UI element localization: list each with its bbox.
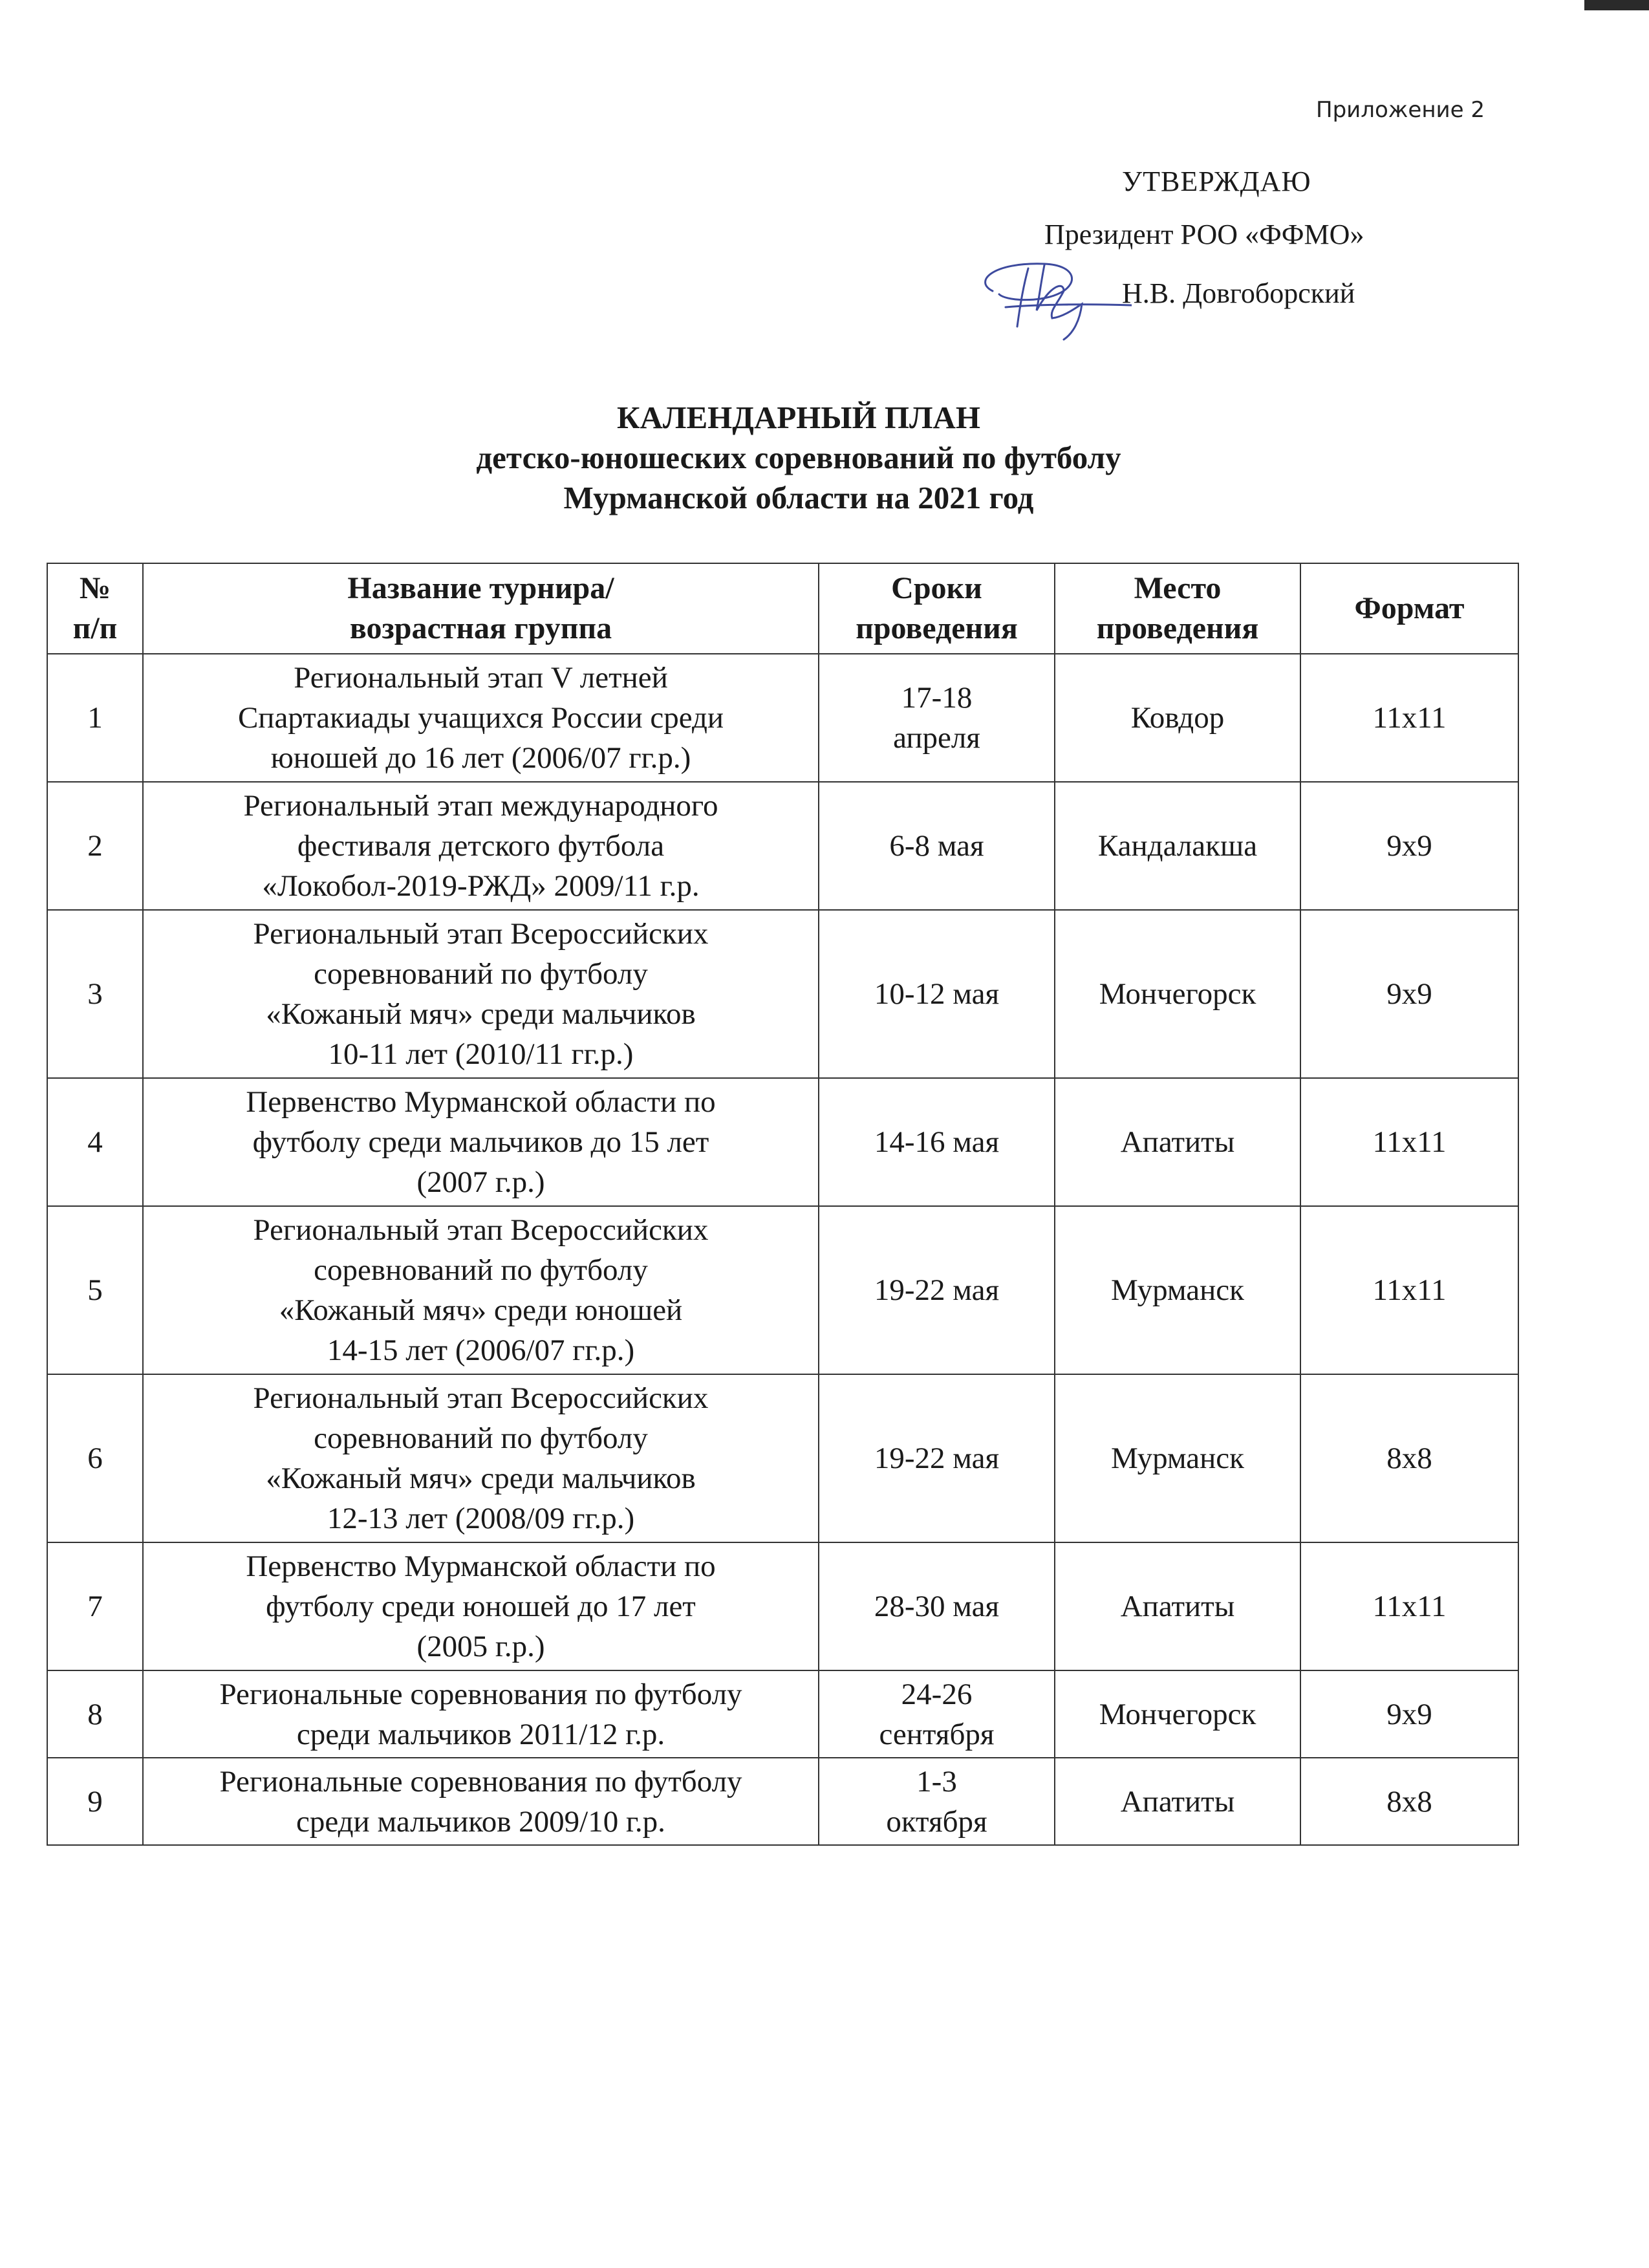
cell-format: 8х8 xyxy=(1300,1758,1518,1845)
table-row xyxy=(47,1670,1518,1758)
cell-place: Кандалакша xyxy=(1055,782,1300,910)
table-row xyxy=(47,782,1518,910)
table-row xyxy=(47,1758,1518,1845)
cell-dates: 19-22 мая xyxy=(819,1374,1055,1542)
cell-dates: 6-8 мая xyxy=(819,782,1055,910)
appendix-label: Приложение 2 xyxy=(1316,97,1485,123)
cell-number: 9 xyxy=(47,1758,143,1845)
cell-number: 2 xyxy=(47,782,143,910)
cell-tournament-name: Региональный этап международного фестиваля детского футбола «Локобол-2019-РЖД» 2009/11 г.р. xyxy=(143,782,819,910)
title-line-2: детско-юношеских соревнований по футболу xyxy=(476,440,1121,475)
cell-dates: 1-3 октября xyxy=(819,1758,1055,1845)
table-row xyxy=(47,1078,1518,1206)
cell-tournament-name: Региональный этап Всероссийских соревнований по футболу «Кожаный мяч» среди мальчиков 10-11 лет (2010/11 гг.р.) xyxy=(143,910,819,1078)
cell-place: Апатиты xyxy=(1055,1758,1300,1845)
cell-place: Мончегорск xyxy=(1055,1670,1300,1758)
president-title: Президент РОО «ФФМО» xyxy=(1044,219,1364,250)
table-row xyxy=(47,1374,1518,1542)
cell-tournament-name: Региональный этап Всероссийских соревнований по футболу «Кожаный мяч» среди юношей 14-15 лет (2006/07 гг.р.) xyxy=(143,1206,819,1374)
cell-tournament-name: Первенство Мурманской области по футболу среди мальчиков до 15 лет (2007 г.р.) xyxy=(143,1078,819,1206)
cell-format: 9х9 xyxy=(1300,1670,1518,1758)
cell-tournament-name: Региональный этап Всероссийских соревнований по футболу «Кожаный мяч» среди мальчиков 12-13 лет (2008/09 гг.р.) xyxy=(143,1374,819,1542)
col-header-name: Название турнира/ возрастная группа xyxy=(143,563,819,654)
cell-dates: 10-12 мая xyxy=(819,910,1055,1078)
approval-heading: УТВЕРЖДАЮ xyxy=(1122,166,1311,197)
cell-number: 6 xyxy=(47,1374,143,1542)
title-line-1: КАЛЕНДАРНЫЙ ПЛАН xyxy=(617,400,980,435)
cell-dates: 14-16 мая xyxy=(819,1078,1055,1206)
cell-format: 11х11 xyxy=(1300,1206,1518,1374)
cell-number: 5 xyxy=(47,1206,143,1374)
scan-edge-mark xyxy=(1584,0,1649,10)
cell-dates: 24-26 сентября xyxy=(819,1670,1055,1758)
cell-place: Апатиты xyxy=(1055,1542,1300,1670)
col-header-number: № п/п xyxy=(47,563,143,654)
cell-format: 9х9 xyxy=(1300,910,1518,1078)
cell-format: 11х11 xyxy=(1300,1542,1518,1670)
cell-tournament-name: Региональные соревнования по футболу среди мальчиков 2009/10 г.р. xyxy=(143,1758,819,1845)
cell-dates: 19-22 мая xyxy=(819,1206,1055,1374)
col-header-format: Формат xyxy=(1300,563,1518,654)
cell-dates: 28-30 мая xyxy=(819,1542,1055,1670)
table-header-row xyxy=(47,563,1518,654)
cell-number: 7 xyxy=(47,1542,143,1670)
cell-format: 9х9 xyxy=(1300,782,1518,910)
cell-tournament-name: Первенство Мурманской области по футболу среди юношей до 17 лет (2005 г.р.) xyxy=(143,1542,819,1670)
document-title xyxy=(0,398,1597,518)
handwritten-signature xyxy=(967,246,1132,343)
table-row xyxy=(47,1542,1518,1670)
col-header-dates: Сроки проведения xyxy=(819,563,1055,654)
cell-tournament-name: Региональные соревнования по футболу среди мальчиков 2011/12 г.р. xyxy=(143,1670,819,1758)
title-line-3: Мурманской области на 2021 год xyxy=(563,480,1034,515)
cell-number: 8 xyxy=(47,1670,143,1758)
table-row xyxy=(47,910,1518,1078)
cell-place: Ковдор xyxy=(1055,654,1300,782)
table-body xyxy=(47,654,1518,1845)
table-row xyxy=(47,654,1518,782)
cell-tournament-name: Региональный этап V летней Спартакиады учащихся России среди юношей до 16 лет (2006/07 гг.р.) xyxy=(143,654,819,782)
cell-number: 1 xyxy=(47,654,143,782)
cell-format: 11х11 xyxy=(1300,1078,1518,1206)
cell-number: 3 xyxy=(47,910,143,1078)
cell-place: Мончегорск xyxy=(1055,910,1300,1078)
signer-name: Н.В. Довгоборский xyxy=(1122,277,1355,309)
cell-number: 4 xyxy=(47,1078,143,1206)
cell-format: 8х8 xyxy=(1300,1374,1518,1542)
cell-place: Апатиты xyxy=(1055,1078,1300,1206)
col-header-place: Место проведения xyxy=(1055,563,1300,654)
cell-format: 11х11 xyxy=(1300,654,1518,782)
competition-schedule-table xyxy=(47,563,1519,1846)
cell-place: Мурманск xyxy=(1055,1374,1300,1542)
cell-dates: 17-18 апреля xyxy=(819,654,1055,782)
table-row xyxy=(47,1206,1518,1374)
cell-place: Мурманск xyxy=(1055,1206,1300,1374)
